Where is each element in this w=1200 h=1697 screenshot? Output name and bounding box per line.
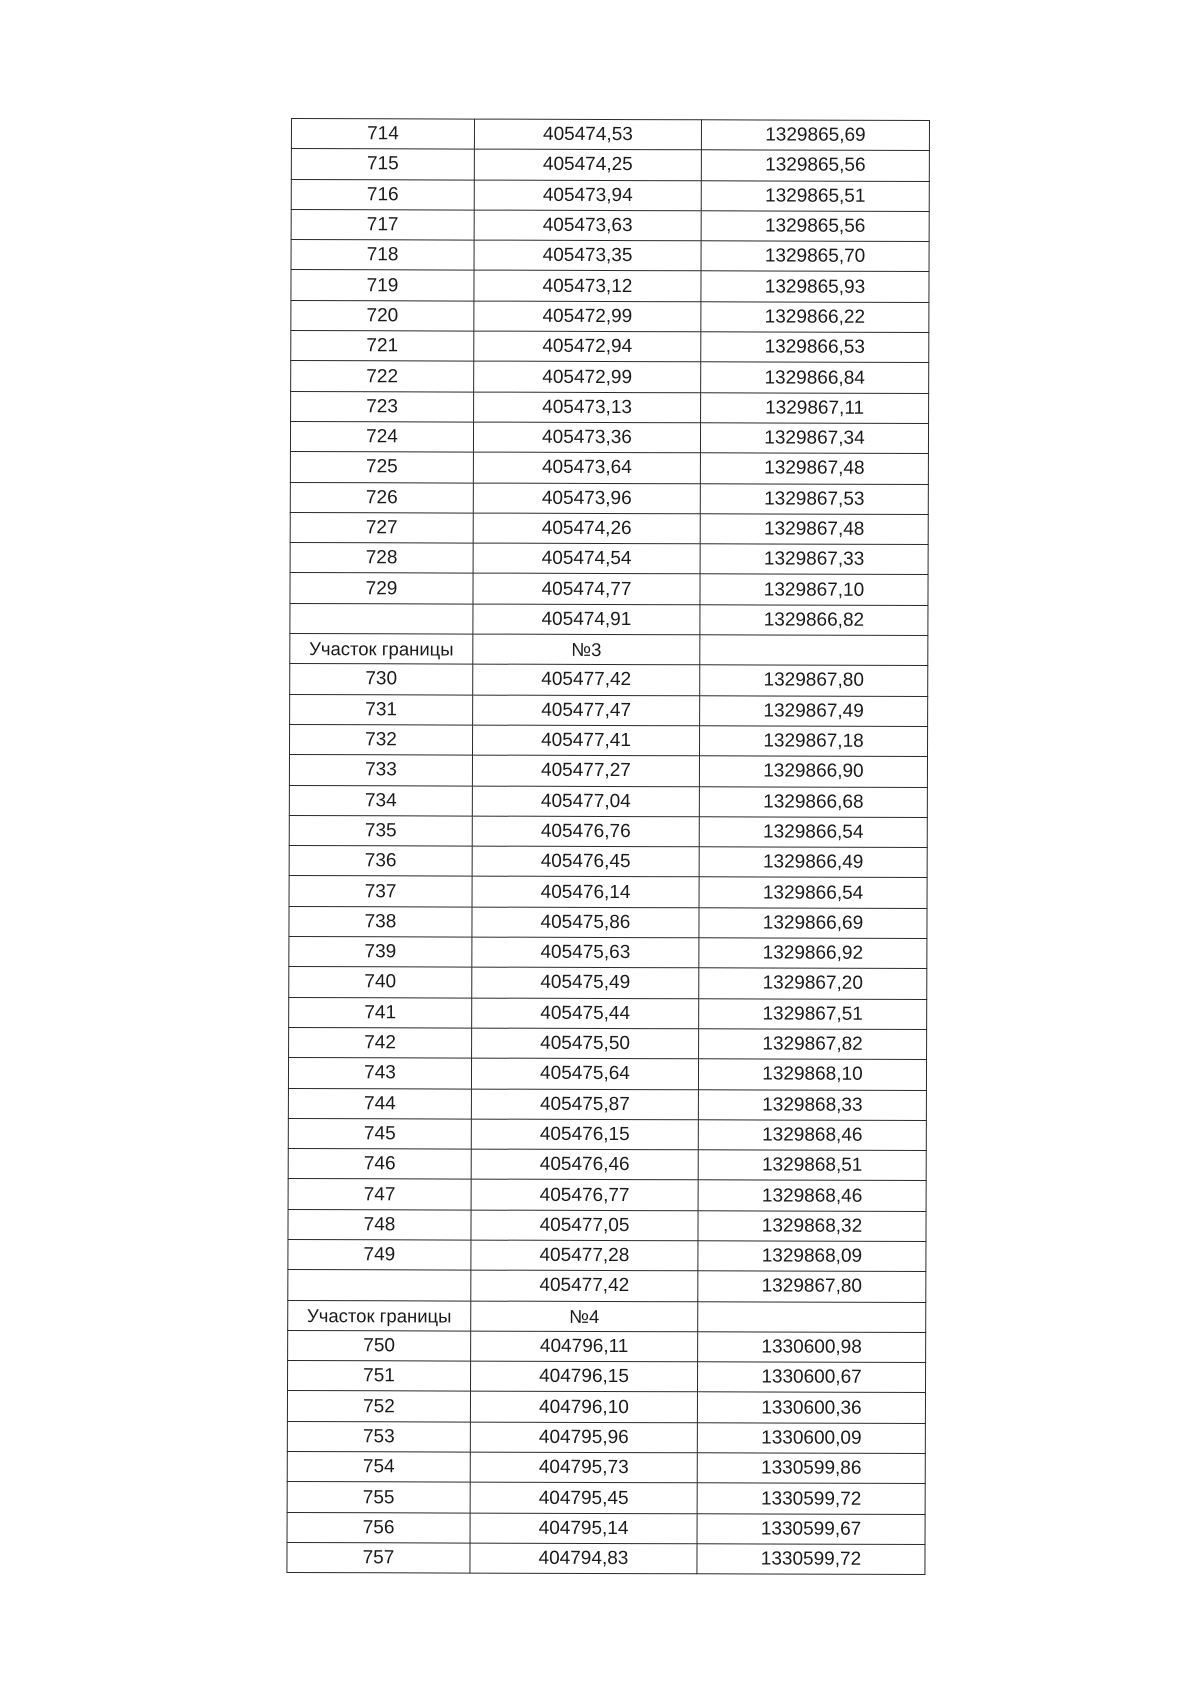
y-coordinate-cell: 1329866,49	[699, 847, 927, 878]
x-coordinate-cell: 405475,64	[471, 1058, 698, 1089]
table-row	[288, 1149, 926, 1181]
table-row	[289, 997, 927, 1029]
point-number-cell: 740	[289, 967, 472, 998]
y-coordinate-cell: 1330599,72	[697, 1483, 925, 1514]
table-row	[289, 785, 927, 817]
point-number-cell: 757	[287, 1542, 470, 1573]
point-number-cell: 744	[288, 1088, 471, 1119]
table-row	[290, 512, 928, 544]
table-row	[291, 119, 929, 151]
point-number-cell: 739	[289, 937, 472, 968]
x-coordinate-cell: 405476,76	[472, 816, 699, 847]
y-coordinate-cell: 1330599,86	[697, 1453, 925, 1484]
y-coordinate-cell: 1329867,48	[700, 514, 928, 545]
y-coordinate-cell: 1329865,56	[701, 211, 929, 242]
point-number-cell: 737	[289, 876, 472, 907]
y-coordinate-cell: 1329868,46	[698, 1180, 926, 1211]
x-coordinate-cell: 405473,12	[474, 271, 701, 302]
y-coordinate-cell: 1329867,82	[699, 1029, 927, 1060]
table-row	[291, 361, 929, 393]
section-label-cell: Участок границы	[288, 1300, 471, 1331]
x-coordinate-cell: 405475,49	[472, 967, 699, 998]
point-number-cell: 725	[290, 452, 473, 483]
x-coordinate-cell: 405473,36	[473, 422, 700, 453]
point-number-cell	[288, 1270, 471, 1301]
point-number-cell: 756	[287, 1512, 470, 1543]
y-coordinate-cell: 1330600,98	[698, 1332, 926, 1363]
table-row	[288, 1118, 926, 1150]
point-number-cell: 748	[288, 1209, 471, 1240]
x-coordinate-cell: 405476,14	[472, 876, 699, 907]
table-row	[290, 603, 928, 635]
table-row	[291, 391, 929, 423]
x-coordinate-cell: 405475,87	[471, 1089, 698, 1120]
x-coordinate-cell: 405477,27	[472, 755, 699, 786]
table-row	[288, 1088, 926, 1120]
point-number-cell: 721	[291, 331, 474, 362]
section-header-row	[288, 1300, 926, 1332]
point-number-cell: 743	[288, 1058, 471, 1089]
x-coordinate-cell: 404795,73	[470, 1452, 697, 1483]
table-row	[290, 664, 928, 696]
y-coordinate-cell: 1329866,90	[699, 756, 927, 787]
point-number-cell: 732	[289, 724, 472, 755]
x-coordinate-cell: 405476,46	[471, 1149, 698, 1180]
table-row	[289, 937, 927, 969]
point-number-cell: 714	[291, 119, 474, 150]
y-coordinate-cell: 1330600,09	[697, 1423, 925, 1454]
point-number-cell: 749	[288, 1239, 471, 1270]
y-coordinate-cell: 1329867,80	[700, 665, 928, 696]
point-number-cell: 722	[291, 361, 474, 392]
x-coordinate-cell: 404795,14	[470, 1513, 697, 1544]
table-row	[288, 1179, 926, 1211]
x-coordinate-cell: 405474,91	[473, 604, 700, 635]
x-coordinate-cell: 405473,13	[474, 392, 701, 423]
y-coordinate-cell: 1329867,48	[700, 453, 928, 484]
y-coordinate-cell: 1329866,69	[699, 908, 927, 939]
table-row	[291, 300, 929, 332]
x-coordinate-cell: 405474,25	[474, 149, 701, 180]
point-number-cell: 719	[291, 270, 474, 301]
table-row	[290, 573, 928, 605]
table-row	[289, 1027, 927, 1059]
point-number-cell: 724	[290, 421, 473, 452]
y-coordinate-cell: 1329865,70	[701, 241, 929, 272]
table-row	[290, 694, 928, 726]
x-coordinate-cell: 405473,64	[473, 452, 700, 483]
y-coordinate-cell: 1329868,10	[698, 1059, 926, 1090]
table-row	[290, 452, 928, 484]
point-number-cell: 741	[289, 997, 472, 1028]
x-coordinate-cell: 404794,83	[470, 1543, 697, 1574]
y-coordinate-cell: 1329866,82	[700, 605, 928, 636]
point-number-cell: 738	[289, 906, 472, 937]
table-row	[291, 179, 929, 211]
x-coordinate-cell: 405477,42	[473, 664, 700, 695]
y-coordinate-cell: 1329866,84	[701, 362, 929, 393]
y-coordinate-cell: 1329866,54	[699, 817, 927, 848]
point-number-cell: 730	[290, 664, 473, 695]
x-coordinate-cell: 404795,45	[470, 1482, 697, 1513]
y-coordinate-cell: 1329866,54	[699, 877, 927, 908]
point-number-cell: 720	[291, 300, 474, 331]
y-coordinate-cell: 1329868,09	[698, 1241, 926, 1272]
x-coordinate-cell: 405472,99	[474, 361, 701, 392]
point-number-cell	[290, 603, 473, 634]
point-number-cell: 727	[290, 512, 473, 543]
point-number-cell: 742	[289, 1027, 472, 1058]
x-coordinate-cell: 405476,15	[471, 1119, 698, 1150]
point-number-cell: 750	[288, 1330, 471, 1361]
x-coordinate-cell: 405474,26	[473, 513, 700, 544]
point-number-cell: 717	[291, 209, 474, 240]
table-row	[287, 1542, 925, 1574]
table-row	[290, 543, 928, 575]
x-coordinate-cell: 405475,86	[472, 907, 699, 938]
point-number-cell: 734	[289, 785, 472, 816]
section-empty-cell	[698, 1301, 926, 1332]
section-label-cell: Участок границы	[290, 634, 473, 665]
x-coordinate-cell: 405477,47	[473, 695, 700, 726]
point-number-cell: 735	[289, 815, 472, 846]
x-coordinate-cell: 405477,42	[471, 1270, 698, 1301]
y-coordinate-cell: 1329865,51	[701, 180, 929, 211]
coordinates-table	[286, 118, 930, 1575]
point-number-cell: 716	[291, 179, 474, 210]
table-row	[291, 270, 929, 302]
table-row	[291, 331, 929, 363]
table-row	[287, 1421, 925, 1453]
section-header-row	[290, 634, 928, 666]
table-row	[288, 1058, 926, 1090]
x-coordinate-cell: 405473,63	[474, 210, 701, 241]
table-row	[289, 906, 927, 938]
y-coordinate-cell: 1329865,93	[701, 271, 929, 302]
point-number-cell: 746	[288, 1149, 471, 1180]
table-row	[291, 240, 929, 272]
table-row	[289, 876, 927, 908]
y-coordinate-cell: 1329867,53	[700, 483, 928, 514]
y-coordinate-cell: 1330599,67	[697, 1513, 925, 1544]
coordinates-table-body	[287, 119, 930, 1575]
x-coordinate-cell: 405472,99	[474, 301, 701, 332]
table-row	[291, 149, 929, 181]
y-coordinate-cell: 1330600,67	[697, 1362, 925, 1393]
point-number-cell: 715	[291, 149, 474, 180]
y-coordinate-cell: 1329867,10	[700, 574, 928, 605]
point-number-cell: 731	[290, 694, 473, 725]
y-coordinate-cell: 1329867,80	[698, 1271, 926, 1302]
table-row	[289, 755, 927, 787]
y-coordinate-cell: 1330599,72	[697, 1544, 925, 1575]
point-number-cell: 747	[288, 1179, 471, 1210]
table-row	[291, 209, 929, 241]
y-coordinate-cell: 1329867,20	[699, 968, 927, 999]
x-coordinate-cell: 405477,28	[471, 1240, 698, 1271]
point-number-cell: 755	[287, 1482, 470, 1513]
y-coordinate-cell: 1330600,36	[697, 1392, 925, 1423]
table-row	[288, 1361, 926, 1393]
point-number-cell: 736	[289, 846, 472, 877]
x-coordinate-cell: 404796,15	[470, 1361, 697, 1392]
x-coordinate-cell: 405472,94	[474, 331, 701, 362]
point-number-cell: 729	[290, 573, 473, 604]
point-number-cell: 751	[288, 1361, 471, 1392]
table-row	[288, 1209, 926, 1241]
table-row	[287, 1482, 925, 1514]
x-coordinate-cell: 405477,41	[472, 725, 699, 756]
x-coordinate-cell: 405473,94	[474, 180, 701, 211]
y-coordinate-cell: 1329866,68	[699, 786, 927, 817]
y-coordinate-cell: 1329868,32	[698, 1210, 926, 1241]
y-coordinate-cell: 1329868,33	[698, 1089, 926, 1120]
y-coordinate-cell: 1329866,22	[701, 302, 929, 333]
y-coordinate-cell: 1329868,51	[698, 1150, 926, 1181]
table-row	[289, 846, 927, 878]
table-row	[287, 1391, 925, 1423]
x-coordinate-cell: 405476,77	[471, 1179, 698, 1210]
table-row	[288, 1270, 926, 1302]
point-number-cell: 753	[287, 1421, 470, 1452]
table-row	[289, 815, 927, 847]
section-number-cell: №3	[473, 634, 700, 665]
y-coordinate-cell: 1329867,33	[700, 544, 928, 575]
y-coordinate-cell: 1329867,34	[700, 423, 928, 454]
point-number-cell: 726	[290, 482, 473, 513]
table-row	[290, 482, 928, 514]
point-number-cell: 754	[287, 1452, 470, 1483]
table-row	[289, 967, 927, 999]
x-coordinate-cell: 405474,54	[473, 543, 700, 574]
x-coordinate-cell: 405477,04	[472, 786, 699, 817]
table-row	[290, 421, 928, 453]
y-coordinate-cell: 1329868,46	[698, 1120, 926, 1151]
x-coordinate-cell: 404795,96	[470, 1422, 697, 1453]
x-coordinate-cell: 405475,63	[472, 937, 699, 968]
table-row	[288, 1239, 926, 1271]
table-row	[287, 1512, 925, 1544]
x-coordinate-cell: 405475,50	[472, 1028, 699, 1059]
x-coordinate-cell: 405474,53	[474, 119, 701, 150]
point-number-cell: 745	[288, 1118, 471, 1149]
x-coordinate-cell: 405477,05	[471, 1210, 698, 1241]
y-coordinate-cell: 1329867,18	[699, 726, 927, 757]
y-coordinate-cell: 1329867,11	[701, 392, 929, 423]
x-coordinate-cell: 404796,10	[470, 1392, 697, 1423]
x-coordinate-cell: 405473,96	[473, 483, 700, 514]
table-row	[288, 1330, 926, 1362]
x-coordinate-cell: 405474,77	[473, 574, 700, 605]
point-number-cell: 718	[291, 240, 474, 271]
table-row	[287, 1452, 925, 1484]
point-number-cell: 728	[290, 543, 473, 574]
x-coordinate-cell: 405475,44	[472, 998, 699, 1029]
y-coordinate-cell: 1329867,49	[700, 695, 928, 726]
x-coordinate-cell: 404796,11	[471, 1331, 698, 1362]
point-number-cell: 733	[289, 755, 472, 786]
y-coordinate-cell: 1329866,92	[699, 938, 927, 969]
table-row	[289, 724, 927, 756]
y-coordinate-cell: 1329865,69	[701, 120, 929, 151]
y-coordinate-cell: 1329866,53	[701, 332, 929, 363]
point-number-cell: 752	[287, 1391, 470, 1422]
section-empty-cell	[700, 635, 928, 666]
section-number-cell: №4	[471, 1301, 698, 1332]
x-coordinate-cell: 405476,45	[472, 846, 699, 877]
x-coordinate-cell: 405473,35	[474, 240, 701, 271]
y-coordinate-cell: 1329865,56	[701, 150, 929, 181]
y-coordinate-cell: 1329867,51	[699, 998, 927, 1029]
point-number-cell: 723	[291, 391, 474, 422]
